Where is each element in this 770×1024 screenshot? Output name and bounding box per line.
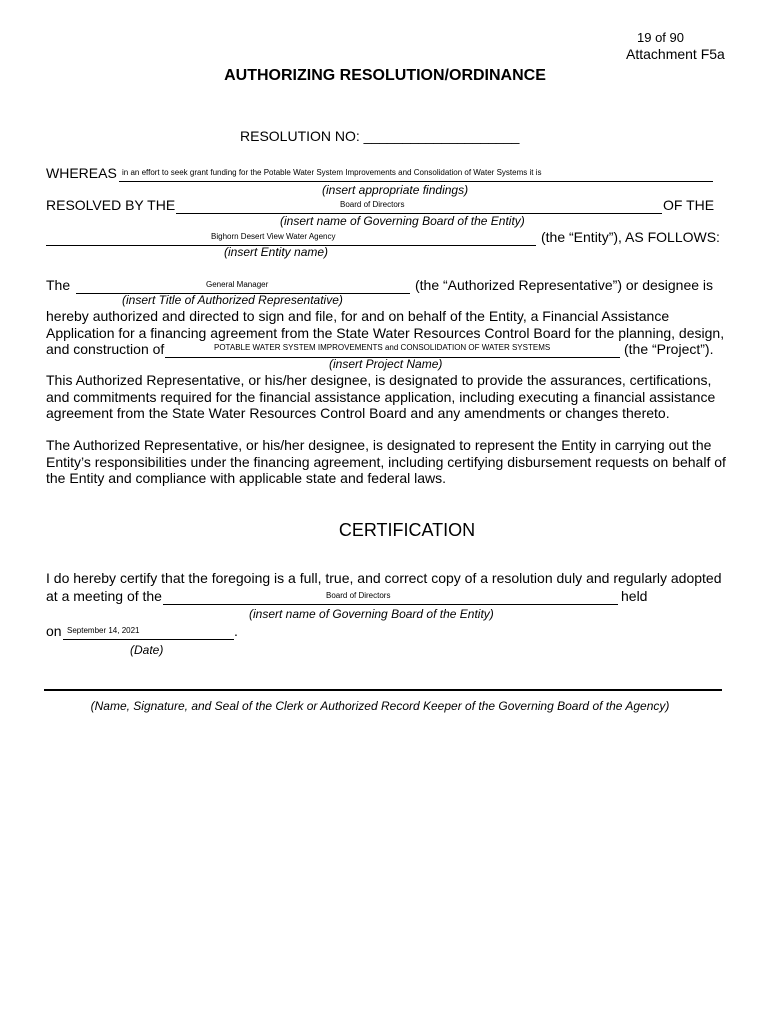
project-suffix: (the “Project”). xyxy=(624,341,714,357)
date-label: on xyxy=(46,623,62,639)
whereas-hint: (insert appropriate findings) xyxy=(322,183,469,197)
representative-label: The xyxy=(46,277,71,293)
representative-title-hint: (insert Title of Authorized Representative) xyxy=(122,293,343,307)
authorization-line-3: and construction of xyxy=(46,341,165,357)
whereas-label: WHEREAS xyxy=(46,165,117,181)
resolved-label: RESOLVED BY THE xyxy=(46,197,176,213)
governing-board-value: Board of Directors xyxy=(340,200,405,209)
authorization-line-2: Application for a financing agreement from the State Water Resources Control Board for the planning, design, xyxy=(46,325,725,341)
entity-name-value: Bighorn Desert View Water Agency xyxy=(211,232,336,241)
resolution-number: RESOLUTION NO: ____________________ xyxy=(240,128,520,144)
certification-held: held xyxy=(621,588,648,604)
date-hint: (Date) xyxy=(130,643,164,657)
date-period: . xyxy=(234,623,238,639)
project-name-value: POTABLE WATER SYSTEM IMPROVEMENTS and CONSOLIDATION OF WATER SYSTEMS xyxy=(214,343,551,352)
document-title: AUTHORIZING RESOLUTION/ORDINANCE xyxy=(224,67,546,84)
representative-title-value: General Manager xyxy=(206,280,269,289)
authorization-line-1: hereby authorized and directed to sign and file, for and on behalf of the Entity, a Financial Assistance xyxy=(46,308,670,324)
certification-line-1: I do hereby certify that the foregoing is a full, true, and correct copy of a resolution duly and regularly adopted xyxy=(46,570,722,586)
certification-board-field[interactable] xyxy=(163,588,618,605)
certification-board-value: Board of Directors xyxy=(326,591,391,600)
governing-board-hint: (insert name of Governing Board of the Entity) xyxy=(280,214,525,228)
signature-caption: (Name, Signature, and Seal of the Clerk or Authorized Record Keeper of the Governing Board of the Agency) xyxy=(90,699,670,713)
assurances-paragraph: This Authorized Representative, or his/her designee, is designated to provide the assurances, certifications, and commitments required for the financial assistance application, including executing a financial assistance agreement from the State Water Resources Control Board and any amendments or changes thereto. xyxy=(46,372,716,421)
representation-paragraph: The Authorized Representative, or his/her designee, is designated to represent the Entity in carrying out the Entity’s responsibilities under the financing agreement, including certifying disbursement requests on behalf of the Entity and compliance with applicable state and federal laws. xyxy=(46,437,726,486)
whereas-value: in an effort to seek grant funding for the Potable Water System Improvements and Consolidation of Water Systems it is xyxy=(122,168,542,177)
page-number: 19 of 90 xyxy=(637,30,684,45)
resolved-suffix: OF THE xyxy=(663,197,715,213)
certification-board-hint: (insert name of Governing Board of the Entity) xyxy=(249,607,494,621)
certification-line-2: at a meeting of the xyxy=(46,588,162,604)
governing-board-field[interactable] xyxy=(176,197,662,214)
representative-suffix: (the “Authorized Representative”) or designee is xyxy=(415,277,714,293)
signature-line[interactable] xyxy=(44,689,722,691)
certification-heading: CERTIFICATION xyxy=(338,520,476,540)
attachment-label: Attachment F5a xyxy=(626,46,725,62)
project-name-hint: (insert Project Name) xyxy=(329,357,443,371)
entity-name-hint: (insert Entity name) xyxy=(224,245,329,259)
date-value: September 14, 2021 xyxy=(67,626,140,635)
entity-suffix: (the “Entity”), AS FOLLOWS: xyxy=(541,229,720,245)
